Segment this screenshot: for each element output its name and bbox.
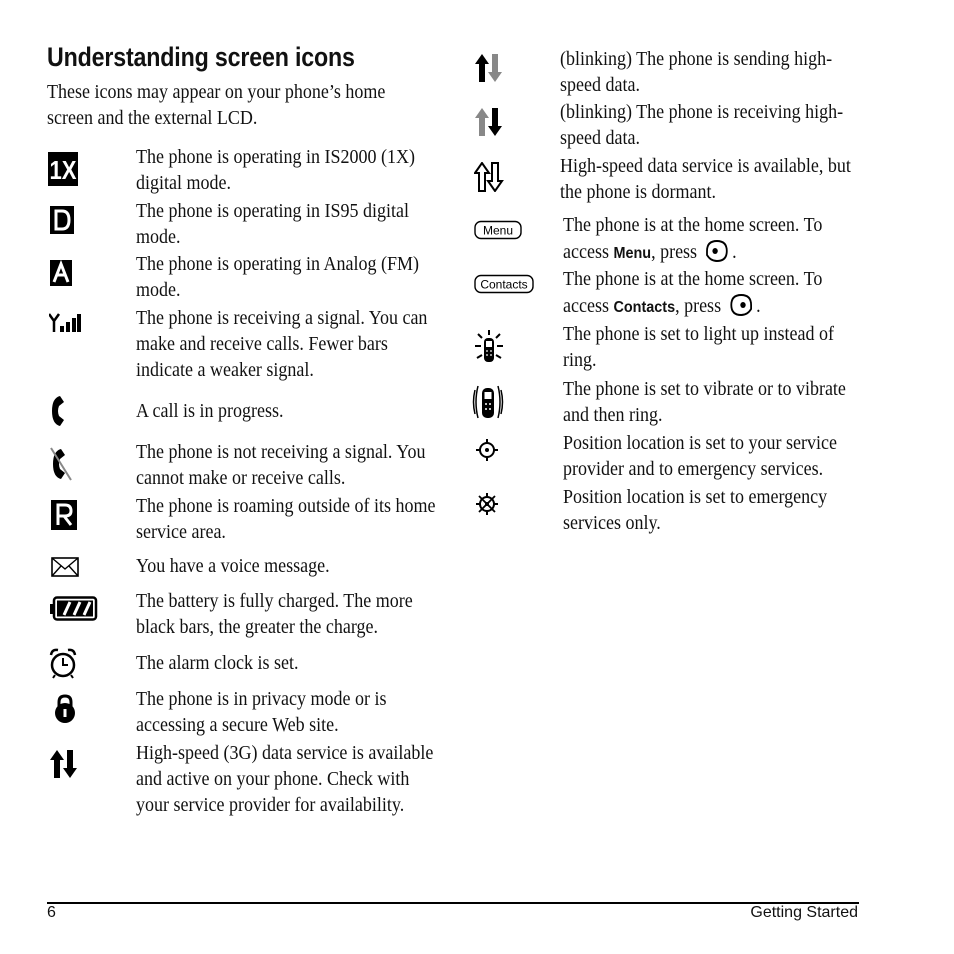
analog-mode-icon — [50, 260, 72, 286]
right-softkey-icon — [727, 292, 754, 318]
list-item-text: You have a voice message. — [136, 555, 330, 577]
contacts-label-icon — [474, 274, 534, 294]
battery-icon — [50, 596, 100, 622]
location-on-icon — [475, 438, 499, 462]
contacts-key-label: Contacts — [613, 299, 676, 316]
list-item-text: The phone is not receiving a signal. You cannot make or receive calls. — [136, 441, 426, 489]
left-softkey-icon — [703, 238, 730, 264]
list-item-text: The phone is in privacy mode or is accessing a secure Web site. — [136, 688, 387, 736]
call-in-progress-icon — [50, 394, 70, 428]
voice-message-icon — [51, 557, 79, 577]
list-item-text: The alarm clock is set. — [136, 652, 299, 674]
list-item-text: Position location is set to emergency services only. — [563, 486, 828, 534]
menu-key-label: Menu — [613, 245, 652, 262]
high-speed-data-active-icon — [49, 748, 79, 780]
1x-mode-icon — [48, 152, 78, 186]
list-item-text: (blinking) The phone is receiving high-speed data. — [560, 101, 844, 149]
list-item-text: The phone is at the home screen. To access Contacts, press . — [563, 268, 823, 317]
lock-icon — [52, 694, 78, 724]
digital-mode-icon — [50, 206, 74, 234]
light-up-icon — [473, 328, 505, 368]
page-number: 6 — [47, 904, 56, 921]
list-item-text: The phone is operating in IS2000 (1X) digital mode. — [136, 146, 415, 194]
page-title: Understanding screen icons — [47, 42, 355, 72]
list-item-text: High-speed data service is available, but the phone is dormant. — [560, 155, 851, 203]
list-item-text: The phone is set to light up instead of ring. — [563, 323, 834, 371]
list-item-text: The phone is set to vibrate or to vibrate and then ring. — [563, 378, 846, 426]
menu-label-icon — [474, 220, 522, 240]
signal-strength-icon — [49, 312, 81, 334]
contacts-label-text: Contacts — [480, 277, 528, 292]
no-signal-icon — [49, 446, 75, 482]
list-item-text: A call is in progress. — [136, 400, 284, 422]
sending-data-icon — [474, 53, 504, 83]
list-item-text: Position location is set to your service provider and to emergency services. — [563, 432, 837, 480]
list-item-text: High-speed (3G) data service is available and active on your phone. Check with your service provider for availability. — [136, 742, 434, 816]
receiving-data-icon — [474, 107, 504, 137]
list-item-text: The phone is operating in IS95 digital mode. — [136, 200, 409, 248]
svg-text:1X: 1X — [49, 156, 77, 186]
vibrate-icon — [472, 380, 504, 426]
list-item-text: (blinking) The phone is sending high-speed data. — [560, 48, 833, 96]
list-item-text: The battery is fully charged. The more black bars, the greater the charge. — [136, 590, 413, 638]
list-item-text: The phone is operating in Analog (FM) mode. — [136, 253, 419, 301]
section-name: Getting Started — [750, 904, 858, 921]
data-dormant-icon — [474, 162, 504, 192]
location-e911-icon — [475, 492, 499, 516]
intro-text: These icons may appear on your phone’s home screen and the external LCD. — [47, 81, 386, 129]
list-item-text: The phone is receiving a signal. You can make and receive calls. Fewer bars indicate a weaker signal. — [136, 307, 428, 381]
roaming-icon — [51, 500, 77, 530]
menu-label-text: Menu — [482, 223, 514, 238]
footer-rule — [47, 902, 859, 904]
list-item-text: The phone is at the home screen. To access Menu, press . — [563, 214, 823, 263]
alarm-clock-icon — [48, 647, 78, 679]
list-item-text: The phone is roaming outside of its home service area. — [136, 495, 436, 543]
